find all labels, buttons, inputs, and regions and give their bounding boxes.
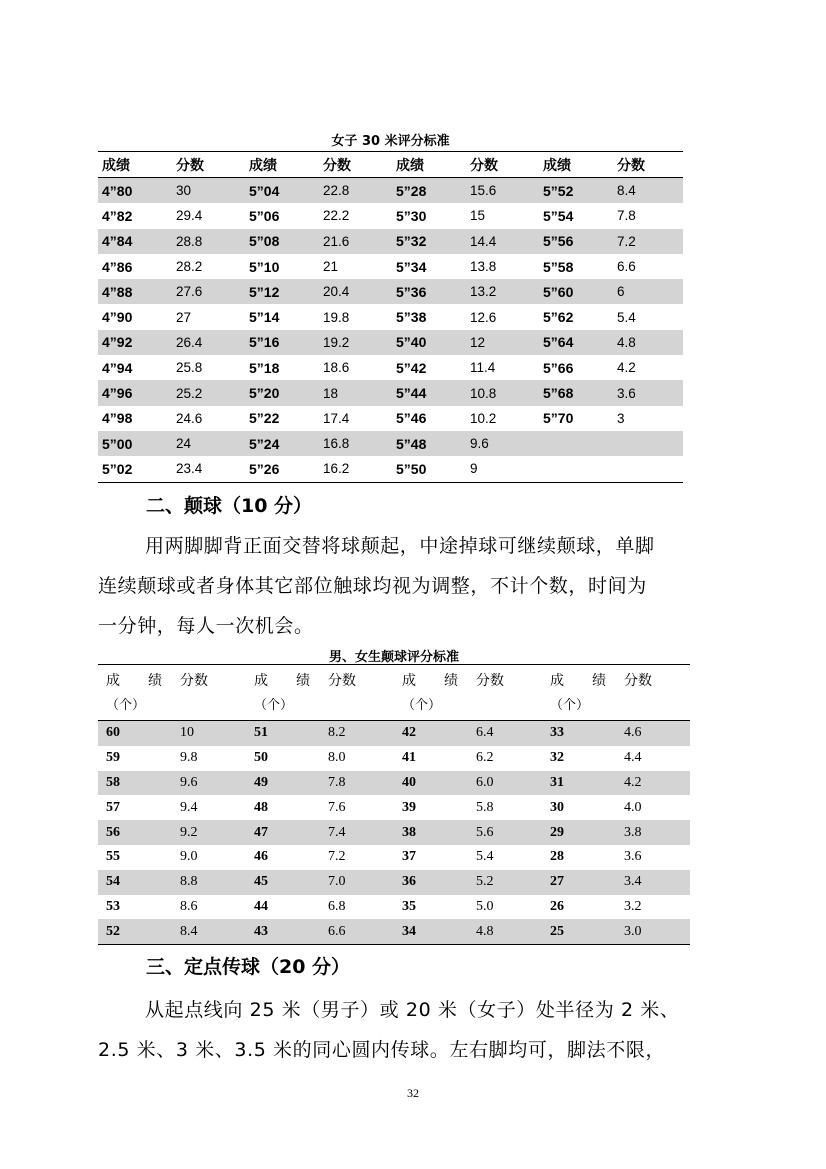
points-cell: 4.2: [616, 771, 690, 796]
score-result-cell: 31: [542, 771, 616, 796]
score-result-cell: 5”44: [392, 380, 466, 405]
score-result-cell: 5”46: [396, 410, 427, 427]
points-cell: 15.6: [466, 178, 539, 204]
score-result-cell: 4”98: [102, 410, 133, 427]
score-result-cell: 57: [106, 799, 120, 815]
header-cell: 分数: [320, 665, 394, 721]
points-cell: 11.4: [470, 360, 496, 376]
points-cell: 22.2: [323, 208, 350, 224]
points-cell: 13.2: [466, 279, 539, 304]
points-cell: 25.2: [172, 380, 245, 405]
points-cell: 4.0: [624, 799, 642, 815]
score-result-cell: 32: [550, 750, 564, 766]
points-cell: 9.6: [172, 771, 246, 796]
header-cell: 成 绩 （个）: [246, 665, 320, 721]
score-result-cell: 4”94: [102, 359, 133, 376]
header-cell: 成绩: [98, 152, 172, 178]
points-cell: 5.2: [468, 870, 542, 895]
points-cell: 7.6: [328, 799, 346, 815]
score-result-cell: 49: [246, 771, 320, 796]
score-result-cell: 55: [106, 849, 120, 865]
points-cell: 25.8: [176, 360, 203, 376]
score-result-cell: 38: [394, 820, 468, 845]
header-cell: 成 绩 （个）: [542, 665, 616, 721]
table-row: [98, 330, 683, 355]
women-30m-score-table: [98, 151, 683, 483]
table-row: [98, 406, 683, 431]
points-cell: 28.8: [172, 229, 245, 254]
score-result-cell: 48: [254, 799, 268, 815]
score-result-cell: 5”14: [249, 309, 280, 326]
score-result-cell: 60: [98, 721, 172, 746]
score-result-cell: 45: [246, 870, 320, 895]
points-cell: 6.8: [328, 898, 346, 914]
points-cell: 21.6: [319, 229, 392, 254]
points-cell: 18: [319, 380, 392, 405]
table1-title: 女子 30 米评分标准: [331, 134, 450, 149]
points-cell: 27: [176, 309, 192, 325]
score-result-cell: [539, 431, 613, 456]
score-result-cell: 29: [542, 820, 616, 845]
score-result-cell: 5”56: [539, 229, 613, 254]
points-cell: 19.8: [323, 309, 350, 325]
table1-header-row: [98, 152, 683, 178]
header-cell: 分数: [466, 152, 539, 178]
score-result-cell: 5”10: [249, 258, 280, 275]
header-cell: 成绩: [245, 152, 319, 178]
table-row: [98, 795, 690, 820]
section2-paragraph: [98, 526, 738, 646]
score-result-cell: 34: [394, 919, 468, 944]
page-number: 32: [407, 1086, 419, 1100]
score-result-cell: 5”66: [543, 359, 574, 376]
points-cell: 3: [617, 410, 625, 426]
score-result-cell: 28: [550, 849, 564, 865]
score-result-cell: 5”02: [98, 456, 172, 482]
points-cell: 3.2: [624, 898, 642, 914]
score-result-cell: 5”18: [249, 359, 280, 376]
points-cell: 22.8: [319, 178, 392, 204]
score-result-cell: 5”32: [392, 229, 466, 254]
header-cell: 成 绩 （个）: [98, 665, 172, 721]
score-result-cell: 5”28: [392, 178, 466, 204]
points-cell: 5.8: [476, 799, 494, 815]
paragraph-line: 一分钟，每人一次机会。: [98, 615, 314, 637]
table-row: [98, 721, 690, 746]
points-cell: 23.4: [172, 456, 245, 482]
points-cell: 9.4: [180, 799, 198, 815]
points-cell: 4.4: [624, 750, 642, 766]
table-row: [98, 254, 683, 279]
score-result-cell: 5”36: [392, 279, 466, 304]
score-result-cell: 4”96: [98, 380, 172, 405]
score-result-cell: 56: [98, 820, 172, 845]
points-cell: 15: [470, 208, 486, 224]
points-cell: 6.0: [468, 771, 542, 796]
points-cell: 7.4: [320, 820, 394, 845]
points-cell: 4.8: [613, 330, 683, 355]
points-cell: 3.6: [624, 849, 642, 865]
points-cell: 28.2: [176, 259, 203, 275]
points-cell: 8.2: [320, 721, 394, 746]
juggling-score-table: [98, 664, 690, 945]
score-result-cell: 5”68: [539, 380, 613, 405]
points-cell: [613, 456, 683, 482]
points-cell: 9.2: [172, 820, 246, 845]
points-cell: 18.6: [323, 360, 350, 376]
points-cell: 10.2: [470, 410, 497, 426]
points-cell: 14.4: [466, 229, 539, 254]
score-result-cell: 4”84: [98, 229, 172, 254]
score-result-cell: 5”38: [396, 309, 427, 326]
points-cell: 8.4: [172, 919, 246, 944]
section3-paragraph: [98, 990, 738, 1070]
points-cell: 9.6: [466, 431, 539, 456]
points-cell: 9: [466, 456, 539, 482]
score-result-cell: 25: [542, 919, 616, 944]
section2-heading: 二、颠球（10 分）: [146, 495, 313, 517]
table-row: [98, 380, 683, 405]
score-result-cell: 40: [394, 771, 468, 796]
paragraph-line: 2.5 米、3 米、3.5 米的同心圆内传球。左右脚均可，脚法不限，: [98, 1039, 666, 1061]
score-result-cell: 4”80: [98, 178, 172, 204]
score-result-cell: 53: [106, 898, 120, 914]
section3-heading: 三、定点传球（20 分）: [146, 956, 351, 978]
score-result-cell: 5”06: [249, 207, 280, 224]
paragraph-line: 用两脚脚背正面交替将球颠起，中途掉球可继续颠球，单脚: [145, 535, 655, 557]
header-cell: 成绩: [539, 152, 613, 178]
table-row: [98, 845, 690, 870]
paragraph-line: 连续颠球或者身体其它部位触球均视为调整，不计个数，时间为: [98, 575, 647, 597]
points-cell: 9.8: [180, 750, 198, 766]
score-result-cell: 33: [542, 721, 616, 746]
points-cell: 4.6: [616, 721, 690, 746]
header-cell: 分数: [616, 665, 690, 721]
score-result-cell: [539, 456, 613, 482]
header-cell: 分数: [613, 152, 683, 178]
score-result-cell: 42: [394, 721, 468, 746]
score-result-cell: 5”70: [543, 410, 574, 427]
points-cell: 30: [172, 178, 245, 204]
score-result-cell: 51: [246, 721, 320, 746]
header-cell: 分数: [172, 152, 245, 178]
score-result-cell: 5”20: [245, 380, 319, 405]
points-cell: 7.2: [613, 229, 683, 254]
score-result-cell: 5”26: [245, 456, 319, 482]
score-result-cell: 5”24: [245, 431, 319, 456]
points-cell: 10.8: [466, 380, 539, 405]
table-row: [98, 229, 683, 254]
points-cell: 12.6: [470, 309, 497, 325]
score-result-cell: 5”64: [539, 330, 613, 355]
score-result-cell: 35: [402, 898, 416, 914]
points-cell: 29.4: [176, 208, 203, 224]
header-cell: 分数: [172, 665, 246, 721]
points-cell: 26.4: [172, 330, 245, 355]
score-result-cell: 27: [542, 870, 616, 895]
points-cell: 27.6: [172, 279, 245, 304]
points-cell: 13.8: [470, 259, 497, 275]
header-cell: 分数: [319, 152, 392, 178]
header-cell: 成绩: [392, 152, 466, 178]
score-result-cell: 50: [254, 750, 268, 766]
table2-title: 男、女生颠球评分标准: [328, 650, 459, 665]
score-result-cell: 5”50: [392, 456, 466, 482]
score-result-cell: 5”34: [396, 258, 427, 275]
points-cell: 7.2: [328, 849, 346, 865]
score-result-cell: 5”40: [392, 330, 466, 355]
points-cell: 24: [172, 431, 245, 456]
table-row: [98, 771, 690, 796]
score-result-cell: 5”12: [245, 279, 319, 304]
score-result-cell: 52: [98, 919, 172, 944]
score-result-cell: 5”60: [539, 279, 613, 304]
points-cell: 24.6: [176, 410, 203, 426]
points-cell: 20.4: [319, 279, 392, 304]
points-cell: 6.6: [617, 259, 636, 275]
points-cell: 3.6: [613, 380, 683, 405]
score-result-cell: 47: [246, 820, 320, 845]
header-cell: 分数: [468, 665, 542, 721]
table-row: [98, 279, 683, 304]
points-cell: 21: [323, 259, 339, 275]
points-cell: 16.8: [319, 431, 392, 456]
points-cell: 7.8: [320, 771, 394, 796]
score-result-cell: 5”48: [392, 431, 466, 456]
points-cell: 4.2: [617, 360, 636, 376]
score-result-cell: 36: [394, 870, 468, 895]
score-result-cell: 5”62: [543, 309, 574, 326]
points-cell: 5.0: [476, 898, 494, 914]
score-result-cell: 58: [98, 771, 172, 796]
table-row: [98, 355, 683, 380]
points-cell: 3.8: [616, 820, 690, 845]
points-cell: 8.6: [180, 898, 198, 914]
points-cell: 8.0: [328, 750, 346, 766]
score-result-cell: 4”88: [98, 279, 172, 304]
paragraph-line: 从起点线向 25 米（男子）或 20 米（女子）处半径为 2 米、: [145, 999, 680, 1021]
score-result-cell: 4”90: [102, 309, 133, 326]
table-row: [98, 919, 690, 944]
points-cell: 6.4: [468, 721, 542, 746]
points-cell: 5.6: [468, 820, 542, 845]
table-row: [98, 870, 690, 895]
points-cell: 6.6: [320, 919, 394, 944]
score-result-cell: 4”82: [102, 207, 133, 224]
score-result-cell: 37: [402, 849, 416, 865]
score-result-cell: 5”16: [245, 330, 319, 355]
table-row: [98, 820, 690, 845]
score-result-cell: 5”30: [396, 207, 427, 224]
score-result-cell: 46: [254, 849, 268, 865]
score-result-cell: 30: [550, 799, 564, 815]
table-row: [98, 746, 690, 771]
score-result-cell: 54: [98, 870, 172, 895]
points-cell: 19.2: [319, 330, 392, 355]
points-cell: 12: [466, 330, 539, 355]
score-result-cell: 5”58: [543, 258, 574, 275]
points-cell: [613, 431, 683, 456]
score-result-cell: 5”54: [543, 207, 574, 224]
points-cell: 5.4: [617, 309, 636, 325]
score-result-cell: 5”00: [98, 431, 172, 456]
points-cell: 10: [172, 721, 246, 746]
score-result-cell: 5”42: [396, 359, 427, 376]
points-cell: 3.0: [616, 919, 690, 944]
score-result-cell: 44: [254, 898, 268, 914]
score-result-cell: 26: [550, 898, 564, 914]
score-result-cell: 39: [402, 799, 416, 815]
points-cell: 8.8: [172, 870, 246, 895]
score-result-cell: 4”92: [98, 330, 172, 355]
score-result-cell: 5”22: [249, 410, 280, 427]
score-result-cell: 43: [246, 919, 320, 944]
points-cell: 6.2: [476, 750, 494, 766]
points-cell: 6: [613, 279, 683, 304]
table-row: [98, 304, 683, 329]
points-cell: 7.0: [320, 870, 394, 895]
points-cell: 4.8: [468, 919, 542, 944]
points-cell: 16.2: [319, 456, 392, 482]
points-cell: 7.8: [617, 208, 636, 224]
score-result-cell: 5”52: [539, 178, 613, 204]
table-row: [98, 178, 683, 204]
points-cell: 9.0: [180, 849, 198, 865]
score-result-cell: 4”86: [102, 258, 133, 275]
points-cell: 5.4: [476, 849, 494, 865]
table-row: [98, 203, 683, 228]
score-result-cell: 5”08: [245, 229, 319, 254]
score-result-cell: 5”04: [245, 178, 319, 204]
points-cell: 3.4: [616, 870, 690, 895]
table2-header-row: [98, 665, 690, 721]
header-cell: 成 绩 （个）: [394, 665, 468, 721]
score-result-cell: 41: [402, 750, 416, 766]
table-row: [98, 456, 683, 482]
table-row: [98, 895, 690, 920]
table-row: [98, 431, 683, 456]
points-cell: 17.4: [323, 410, 350, 426]
points-cell: 8.4: [613, 178, 683, 204]
score-result-cell: 59: [106, 750, 120, 766]
